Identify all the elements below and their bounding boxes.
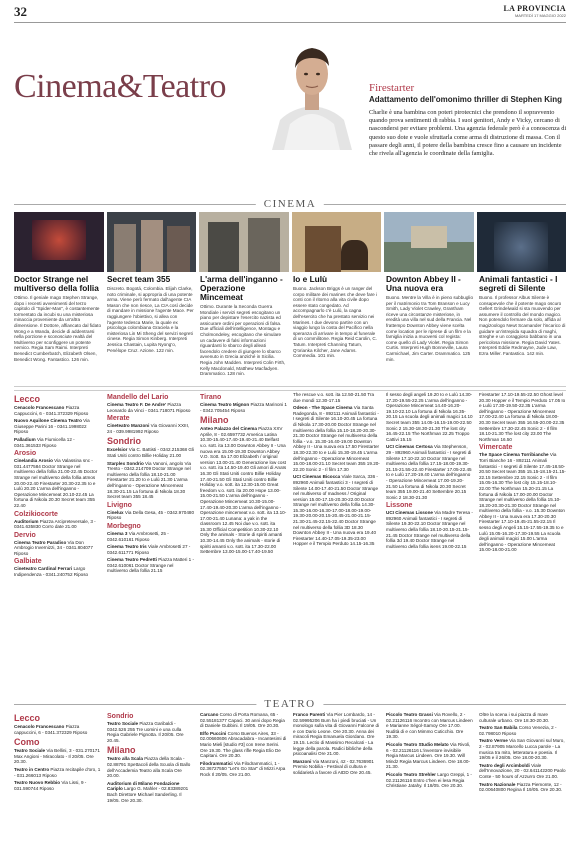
film-synopsis: Ottimo. Il geniale mago Stephen Strange, dopo i recenti avvenimenti del terzo capitolo di "Spider-Man", è costantemente tormentato da incubi su una misteriosa minaccia proveniente da un'altra dimensione. Il Dottore, affiancato dal fidato Wong e a Wanda, decide di addentrarsi nella porzione e sconosciute realtà del Multiverso per sconfiggere un potente nemico. Regia Sam Raimi. Interpreti Benedict Cumberbatch, Elizabeth Olsen, Benedict Wong. Fantastico. 126 min. [14, 295, 101, 362]
venue-name: Odeon - The Space Cinema [293, 405, 353, 411]
venue-listing [107, 544, 194, 555]
venue-details: Via Don Ambrogio Invernizzi, 34 - 0341.804077 Riposo [14, 539, 93, 556]
venue-details: Via Ambrosetti, 25 - 0342.610161 Riposo [107, 530, 169, 542]
teatro-band [14, 699, 566, 709]
venue-listing [14, 780, 101, 791]
venue-name: Piccolo Teatro Grassi [386, 712, 433, 717]
page-number: 32 [14, 4, 27, 19]
venue-details: Largo Indipendenza - 0341.240752 Riposo [14, 566, 89, 578]
venue-name: Excelsior [107, 447, 128, 453]
venue-name: Teatro Sociale [14, 748, 46, 754]
city-heading: Sondrio [107, 713, 134, 720]
city-heading: Arosio [14, 450, 37, 458]
venue-listing [107, 557, 194, 574]
venue-listing [479, 725, 566, 736]
venue-details: Firestarter 17.10-19.55-22.50 Ghost level 20.30 Hopper e il Tempio Perduto 17.05 Io e Lulù 17.30-19.50-22.35 L'arma dell'inganno - Operazione Mincemeat 17.00-22.40 La fortuna di Nikola 18.00-20.30 Secret team 355 16.55-20.00-22.35 Settembre 17.30-22.45 Sonic 2 - Il film 18.10-21.30 The lost city 23.00 The Northman 16.50 [479, 392, 566, 442]
film-reviews [14, 275, 566, 377]
poster-downton-abbey [384, 212, 474, 272]
issue-date: MARTEDÌ 17 MAGGIO 2022 [514, 13, 566, 18]
city-heading: Tirano [200, 394, 222, 401]
venue-name: Cenacolo Francescano [14, 405, 65, 410]
venue-details: The rescue v.o. sott. ita 12.50-21.50 Tra due mondi 12.30-17.15 [293, 392, 375, 403]
venue-name: Nuovo Aquilone Cinema Teatro [14, 418, 82, 424]
film-synopsis: Discreto. Bogotá, Colombia. Elijah Clarke, noto criminale, si appropria di una potente arma. Viene però fermato dall'agente CIA Mason che non riesce, La CIA così decide di mandare in missione l'agente Mace. Per raggiungere l'obiettivo, si allea con l'agente tedesca Marie, la quale ex psicologa colombiana Graciela e la misteriosa Lin Mi Sheng del servizi segreti cinese. Regia Simon Kinberg. Interpreti Jessica Chastain, Lupita Nyong'o, Penélope Cruz. Azione. 122 min. [107, 286, 194, 353]
venue-listing [107, 510, 194, 521]
venue-listing [386, 444, 473, 500]
venue-name: Teatro degli Arcimboldi [479, 762, 530, 768]
venue-details: Via Torri Bianche 16 - 892111 Animali fantastici - I segreti di Silente 17.45-18.50-20.50 Secret team 355 15.15-18.15-21.15-22.15 Settembre 22.15 Sonic 2 - Il film 15.05-16.30 The lost city 15.15-18.10-22.00 The Northman 15.20-21.15 La fortuna di Nikola 17.00-20.00 Doctor Strange nel multiverso della follia 15.10-18.20-20.30-21.30 Doctor Strange nel multiverso della follia - v.o. 15.30 Downton Abbey II - Una nuova era 17.30-20.30 Firestarter 17.10-19.45-21.55-22.15 Il sesso degli Angeli 15.15-17.55-19.35 Io e Lulù 15.05-16.20-17.30-19.55 La scuola degli animali magici 15.00 L'arma dell'inganno - Operazione Mincemeat 15.00-18.00-21.00 [479, 452, 566, 553]
venue-listing [200, 426, 287, 555]
film-title: Doctor Strange nel multiverso della follia [14, 274, 99, 293]
venue-name: Teatro Sociale [107, 721, 139, 726]
venue-listing [14, 724, 101, 735]
venue-details: Piazza Leonardo da Vinci - 0341.718071 Riposo [107, 402, 191, 413]
teatro-band-label: TEATRO [256, 698, 323, 710]
venue-details: Il sesso degli angeli 19.20 Io e Lulù 14.30-17.20-19.55-22.25 L'arma dell'inganno - Operazione Mincemeat 14.40-16.20-19.10-22.10 La fortuna di Nikola 16.35-20.15 La scuola degli animali magici 14.10 Secret team 355 14.05-16.15-19.00-22.50 Sonic 2 15.30-18.30-21.30 The lost city 16.45-22.15 The Northman 22.25 Troppo Cattivi 15.15 [386, 392, 473, 442]
film-title: Animali fantastici - I segreti di Silente [479, 274, 558, 293]
venue-listing [293, 759, 380, 776]
venue-details: Via Vanoni, angolo Via Trento - 0342.214709 Doctor Strange nel multiverso della follia 18.10-21.00 Firestarter 21.20 Io e Lulù 21.30 L'arma dell'inganno - Operazione Mincemeat 18.30-21.15 La fortuna di Nikola 18.30 Secret team 355 18.45 [107, 460, 192, 500]
listing-column [200, 712, 287, 805]
listing-column [200, 392, 287, 580]
cinema-listings [14, 392, 566, 580]
venue-name: Teatro in Centro [14, 766, 50, 772]
film-review [479, 275, 566, 377]
venue-name: The Space Cinema Torribianche [479, 452, 549, 458]
venue-details: Via Rovello, 2 - 02.21126116 Incontro con Marcus Lindeen e Marianne Ségol-Samoy Ore 17.00. Nudità di e con Mimmo Cuticchio. Ore 19.30. [386, 712, 473, 740]
venue-details: Via Fiumicella 12 - 0341.361533 Riposo [14, 436, 75, 448]
venue-name: Elfo Puccini [200, 730, 227, 736]
venue-details: Oltre la scena i sui piazza di mare culturale urbano. Ore 18.30-20.30. [479, 712, 550, 723]
featured-actor-photo [262, 34, 362, 150]
venue-name: Cinema Teatro Paradiso [14, 539, 67, 545]
venue-details: Via Rivoli, 6 - 02.21126116 L'inventore invisibile Regia Marcus Lindeen. Ore 19.30. Will Mindz Regia Marcus Lindeen. Ore 18.00-21.30. [386, 741, 471, 770]
film-review [386, 275, 473, 377]
city-heading: Mandello del Lario [107, 394, 169, 401]
venue-details: Via Valassina snc - 031.4477584 Doctor Strange nel multiverso della follia 21.00-22.45 Doctor Strange nel multiverso della follia atmos 20.00-22.40 Firestarter 20.30-22.35 Io e Lulù 20.20 L'arma dell'inganno - Operazione Mincemeat 20.10-22.45 La fortuna di Nikola 20.30 Secret team 355 22.40 [14, 458, 98, 508]
venue-name: Cinema Teatro Iris [107, 544, 147, 550]
poster-strip [14, 212, 566, 272]
venue-name: Starplex Sondrio [107, 460, 144, 466]
venue-name: Cineteatro Cardinal Ferrari [14, 566, 73, 572]
venue-details: Piazza della Scala - 02.88791 Spettacoli della Scuola di Ballo dell'Accademia Teatro alla Scala Ore 20.00. [107, 756, 191, 779]
venue-name: Piccolo Teatro Studio Melato [386, 741, 449, 747]
venue-name: Manzoni [293, 758, 312, 764]
city-heading: Sondrio [107, 436, 141, 447]
venue-name: Teatro Nuovo Rebbio [14, 780, 61, 786]
venue-details: Via Filodrammatici, 1 - 02.36727550 "Let's Go Star" di Mizzi Arpa Rock Il 20/05. Ore 21.00. [200, 760, 286, 777]
city-heading: Dervio [14, 531, 36, 539]
film-synopsis: Buono. Il professor Albus Silente è consapevole che il potente mago oscuro Gellert Grindelwald si sta muovendo per assumere il controllo del mondo magico. Non potendolo fermare da solo, affida al magizoologo Newt Scamander l'incarico di guidare un'intrepida squadra di maghi, streghe e un coraggioso babbano in una pericolosa missione. Regia David Yates. Interpreti Eddie Redmayne, Jude Law, Ezra Miller. Fantastico. 142 min. [479, 295, 566, 356]
venue-details: Piazza Matteri 1 - 0342.610061 Doctor Strange nel multiverso della follia 21.15 [107, 557, 194, 574]
film-title: Downton Abbey II - Una nuova era [386, 274, 461, 293]
poster-animali-fantastici [477, 212, 567, 272]
film-review [14, 275, 101, 377]
section-divider [14, 386, 566, 387]
venue-details: Piazza Arcipreteversale, 3 - 0341.635830 Corro date 21.00 [14, 518, 96, 530]
venue-name: UCI Cinemas Certosa [386, 444, 433, 450]
film-title: Io e Lulù [293, 274, 328, 284]
venue-details: Corso Venezia, 2 - 02.798010 Riposo [479, 725, 557, 736]
venue-listing [107, 423, 194, 434]
venue-name: Cinelux [107, 509, 124, 515]
venue-details: Via Lissi, 9 - 031.590744 Riposo [14, 780, 87, 791]
venue-details: Piazza XXV Aprile, 8 - 02.6597732 America Latina 10.30-15.40-17.40-19.40-21.40 Belfast v.o. sott. ita 13.00 Downton Abbey II - Una nuova era 15.00-19.30 Downton Abbey V.O. Sott. Ita 17.00 Elizabeth / original version 13.00-21.40 Generazione low cost v.o. sott. ita 14.50-19.40 Gli amori di Anaïs 16.30 Gli Stati Uniti contro Billie Holiday 17.40-21.50 Gli Stati Uniti contro Billie Holiday v.o. sott. ita 12.30-15.00 Great freedom v.o. sott. ita 20.00 Hope 13.00-15.00-21.50 L'arma dell'inganno - Operazione Mincemeat 10.30-15.00-17.40-19.40-20.30 L'arma dell'inganno - Operazione mincemeat v.o. sott. ita 13.10-17.00-21.40 Lunana: a yak in the classroom 12.45 Noi due v.o. sott. ita 15.30 Official Competition 10.30-22.10 Only the animals - Storie di spiriti amanti 10.30-14.45 Only the animals - storie di spiriti amanti v.o. sott. ita 17.30-22.00 Settembre 13.00-15.00-17.40-19.50 [200, 426, 287, 555]
listing-column [479, 712, 566, 805]
venue-listing [107, 402, 194, 413]
film-review [107, 275, 194, 377]
section-divider [14, 390, 566, 391]
venue-details: Via Giovanni XXIII, 24 - 039.9981992 Riposo [107, 423, 190, 434]
poster-secret-team [107, 212, 197, 272]
poster-io-e-lulu [292, 212, 382, 272]
venue-details: Corso di Porta Romana, 65 - 02.55181377 Capaci. 30 anni dopo Regia di Daniele Gubbini. Il 19/05. Ore 20.30. [200, 712, 285, 729]
section-title: Cinema&Teatro [14, 68, 227, 105]
featured-body: Charlie è una bambina con poteri pirotecnici che prendono il sopravvento quando prova sentimenti di rabbia. I suoi genitori, Andy e Vicky, cercano di nascondersi per evitare problemi. Una agenzia federale però è a conoscenza di questo suo dote e vuole sfruttarla come arma di distruzione di massa. Con il passare degli anni, il potere della bambina cresce fino a causare un incidente che rivela all'agenzia le coordinate della famiglia. [369, 109, 567, 158]
listing-column [386, 712, 473, 805]
venue-listing [200, 402, 287, 413]
header-rule [14, 22, 566, 23]
teatro-listings [14, 712, 566, 805]
venue-listing [14, 566, 101, 577]
venue-listing [107, 756, 194, 778]
venue-listing [386, 772, 473, 789]
venue-name: Teatro Verme [479, 738, 508, 744]
venue-details: Via San Giovanni sul Muro, 2 - 02.87905 Marcello Lucca parole - La musica tra mito, letteratura e poesia. Il 19/05 e il 26/05. Ore 18.00-20.30. [479, 738, 565, 761]
venue-name: Carcano [200, 712, 219, 717]
venue-listing [479, 712, 566, 723]
film-title: L'arma dell'inganno - Operazione Mincemeat [200, 274, 283, 302]
featured-headline: Adattamento dell'omonimo thriller di Stephen King [369, 95, 563, 104]
city-heading: Lecco [14, 713, 41, 723]
venue-details: Via Pier Lombardo, 14 - 02.59995206 Bum ha i piedi bruciati - Un monologo sulla vita di Giovanni Falcone di e con Dario Leone. Ore 20.30. Anna dei miracoli Regia Emanuela Giordano. Ore 19.15. Lectio di Massimo Recalcati - La legge della parola. Radici bibliche della psicoanalisi Ore 21.00. [293, 712, 380, 757]
venue-listing [293, 405, 380, 472]
venue-details: Viale Sarca, 336 - 892960 Animali fantastici 3 - I segreti di Silente 14.00-17.40-21.50 Doctor Strange nel multiverso of madness / Original version 15.00-17.15-20.30-22.00 Doctor Strange nel multiverso della follia 14.30-15.30-16.00-16.30-17.00-18.00-19.00-19.30-20.00-20.15-20.45-21.00-21.15-21.30-21.45-22.15-22.40 Doctor Strange nel multiverso della follia 3D 18.30 Downton Abbey II - Una nuova era 19.40 Firestarter 14.40-17.05-19.35-23.00 Hopper e il Tempio Perduto 14.15-16.35 [293, 474, 379, 547]
listing-column [293, 712, 380, 805]
city-heading: Vimercate [479, 444, 513, 452]
venue-details: Piazza Marinoni 1 - 0342.705454 Riposo [200, 402, 287, 413]
venue-name: UCI Cinemas Bicocca [293, 474, 341, 480]
venue-listing [107, 461, 194, 500]
venue-listing [200, 761, 287, 778]
venue-listing [14, 418, 101, 435]
venue-details: Piazza Piemonte, 12 - 02.00640800 Regina Il 19/05. Ore 20.30. [479, 781, 563, 793]
venue-details: Piazza cappuccini, 6 - 0341.372329 Riposo [14, 724, 88, 735]
venue-name: Cineteatro Manzoni [107, 423, 150, 429]
venue-details: Viale dell'Innovazione, 20 - 02.641142200 Paolo Conte - 50 hours of Azzurro Ore 21.00. [479, 762, 566, 779]
venue-details: Corso Buenos Aires, 33 - 02.00660606 Abracadabra - Incantesimi di Mario Mieli [studio #3] con Irene Serini. Ore 19.30. The glass rifle Regia Elio De Capitani. Ore 20.30. [200, 730, 287, 759]
venue-name: Cinema Teatro Pedretti [107, 557, 157, 563]
venue-name: Filodrammatici [200, 760, 233, 766]
city-heading: Livigno [107, 501, 132, 509]
venue-listing [107, 721, 194, 743]
city-heading: Morbegno [107, 522, 141, 530]
venue-name: Teatro alla Scala [107, 756, 143, 762]
city-heading: Milano [200, 415, 229, 426]
film-synopsis: Ottimo. Durante la Seconda Guerra Mondiale i servizi segreti escogitano un piano per depistare l'esercito nazista ed assicurare ordini per operazioni di falsa. Due ufficiali dell'intelligence, Montagu e Cholmondeley, escogitano che simulare un cadavere di falsi informazioni riguardanti lo sbarco degli alleati facendolo credere di giungere lo sbarco avvenuto in Grecia anziché in Sicilia. Regia John Madden. Interpreti Colin Firth, Kelly Macdonald, Matthew Macfadyen. Drammatico. 128 min. [200, 304, 286, 377]
city-heading: Lecco [14, 394, 41, 404]
venue-details: Piazza Cappuccini, 6 - 0341.372329 Riposo [14, 405, 89, 416]
city-heading: Merate [107, 415, 130, 423]
venue-listing [14, 519, 101, 530]
venue-name: Auditorium [14, 518, 39, 524]
city-heading: Galbiate [14, 558, 42, 566]
venue-details: Piazza Garibaldi - 0342.526 255 Tre uomini e una culla Regia Gabriele Pignotta. Il 20/05. Ore 20.45. [107, 721, 184, 743]
venue-name: Auditorium di Milano Fondazione Cariplo [107, 780, 180, 792]
page-header [14, 4, 566, 20]
venue-name: Franco Parenti [293, 712, 326, 717]
venue-listing [107, 531, 194, 542]
venue-listing [200, 712, 287, 729]
featured-kicker: Firestarter [369, 82, 415, 94]
venue-listing [14, 540, 101, 557]
venue-listing [479, 738, 566, 760]
venue-listing [293, 474, 380, 547]
venue-listing [14, 437, 101, 448]
venue-name: Anteo Palazzo del Cinema [200, 426, 257, 432]
venue-details: Viale Ambrosetti 27 - 0342.611771 Riposo [107, 544, 191, 555]
poster-arma-inganno [199, 212, 289, 272]
venue-listing [386, 510, 473, 549]
venue-name: Cinema Teatro F. De Andre' [107, 402, 167, 407]
venue-listing [293, 392, 380, 403]
venue-listing [107, 447, 194, 458]
venue-details: Via Giuseppe Parini 16 - 0341.1998022 Riposo [14, 418, 90, 435]
city-heading: Lissone [386, 502, 413, 510]
venue-name: Teatro Nazionale [479, 781, 516, 787]
film-synopsis: Buono. Mentre la Villa è in pieno subbuglio per il matrimonio tra Tom Branson e Lucy Smith, Lady Violet Crawley, Grantham riceve una circostanze misteriose, in eredità una villa nel sud della Francia. Nel frattempo Downton Abbey viene scelta come location per le riprese di un film e la famiglia inizia a muoversi col regista: come quello di Lady Violet. Regia Simon Curtis. Interpreti Hugh Bonneville, Laura Carmichael, Jim Carter. Drammatico. 125 min. [386, 295, 474, 362]
listing-column [107, 392, 194, 580]
venue-details: Via Santa Radegonda, 8 - 892111 Animali fantastici - I segreti di Silente 16.10-20.45 La fortuna di Nikola 17.30-20.00 Doctor Strange nel multiverso della follia 15.10-18.20-20.30-21.30 Doctor Strange nel multiverso della follia - v.o. 15.30-16.40-19.00 Downton Abbey II - Una nuova era 17.50 Firestarter 18.30-22.30 Io e Lulù 15.30-19.45 L'arma dell'inganno - Operazione Mincemeat 15.00-18.00-21.10 Secret team 355 19.20-22.20 Sonic 2 - Il film 17.30 [293, 405, 380, 472]
poster-doctor-strange [14, 212, 104, 272]
city-heading: Como [14, 737, 40, 748]
venue-listing [479, 763, 566, 780]
venue-name: Teatro San Babila [479, 725, 518, 731]
venue-listing [479, 452, 566, 553]
venue-details: Via Stephenson, 29 - 892960 Animali fantastici - I segreti di Silente 17.10-22.10 Doctor Strange nel multiverso della follia 17.15-18.00-19.30-21.15-21.55-22.40 Firestarter 17.05-22.45 Io e Lulù 17.20-19.40 L'arma dell'inganno - Operazione Mincemeat 17.00-19.20-21.50 La fortuna di Nikola 20.30 Secret team 355 19.00-21.40 Settembre 20.15 Sonic 2 18.30-21.30 [386, 444, 472, 500]
film-title: Secret team 355 [107, 274, 171, 284]
newspaper-brand: LA PROVINCIA [503, 4, 566, 13]
venue-name: UCI Cinemas Lissone [386, 510, 433, 516]
listing-column [386, 392, 473, 580]
venue-name: Palladium [14, 436, 36, 442]
venue-listing [14, 767, 101, 778]
venue-listing [293, 712, 380, 757]
venue-listing [14, 748, 101, 765]
film-review [200, 275, 287, 377]
venue-details: Via Bellini, 3 - 031.270171 Max Angioni - Miracolato - Il 20/05. Ore 20.30. [14, 748, 100, 765]
venue-listing [386, 712, 473, 740]
venue-details: Largo Greppi, 1 - 02.21126116 Entro c'hen ei lesa Regia Christiane Jatahy. Il 18/05. Ore 20.30. [386, 771, 472, 789]
venue-listing [14, 405, 101, 416]
venue-name: Cenacolo Francescano [14, 724, 65, 729]
cinema-band-label: CINEMA [256, 198, 324, 210]
venue-details: Via Madre Teresa - 892960 Animali fantastici - I segreti di Silente 19.30-22.10 Doctor Strange nel multiverso della follia 18.10-20.15-21.15-21.45 Doctor Strange nel multiverso della follia 3d 19.40 Doctor Strange nel multiverso della follia isens 19.00-22.15 [386, 510, 473, 549]
venue-name: Piccolo Teatro Strehler [386, 771, 436, 777]
city-heading: Milano [107, 745, 136, 756]
listing-column [14, 392, 101, 580]
venue-listing [479, 782, 566, 793]
venue-details: Piazza recitapile d'oro, 1 - 031.266013 Riposo [14, 766, 101, 778]
venue-listing [200, 731, 287, 759]
listing-column [479, 392, 566, 580]
venue-name: Cinema Teatro Mignon [200, 402, 250, 407]
venue-listing [14, 458, 101, 508]
film-review [293, 275, 380, 377]
venue-details: Via Della Gesa, 45 - 0342.970480 Riposo [107, 509, 195, 521]
city-heading: Colzikiocorte [14, 510, 58, 518]
film-synopsis: Buono. Jackson Briggs è un ranger del corpo militare dei marines che deve fare i conti con il ritorno alla vita civile dopo essere stato congedato. Ad accompagnarlo c'è Lulù, la cagna dell'esercito che ha prestato servizio nei Marines. I due devono partire con un viaggio lungo la costa del Pacifico nella speranza di arrivare in tempo al funerale di un commilitone. Regia Reid Carolin, C. Tatum. Interpreti Channing Tatum, Q'orianka Kilcher, Jane Adams. Commedia. 101 min. [293, 286, 378, 359]
listing-column [14, 712, 101, 805]
cinema-band [14, 199, 566, 209]
listing-column [107, 712, 194, 805]
venue-listing [107, 781, 194, 803]
venue-name: Cinema 3 [107, 530, 128, 536]
venue-name: Cinelandia Arosio [14, 458, 53, 464]
venue-listing [386, 392, 473, 442]
venue-listing [479, 392, 566, 442]
venue-details: Via C. Battisti - 0342.215368 Gli Stati Uniti contro Billie Holiday 21.00 [107, 447, 195, 458]
venue-details: Largo G. Mahler - 02.83389201 Bach Direttore Michael Sanderling. Il 19/05. Ore 20.30. [107, 786, 189, 803]
venue-listing [386, 742, 473, 770]
listing-column [293, 392, 380, 580]
venue-details: Via Manzoni, 42 - 02.7636901 Premio Nobilia - Festival di cultura e solidarietà a favore di AIDD Ore 20.45. [293, 758, 374, 775]
